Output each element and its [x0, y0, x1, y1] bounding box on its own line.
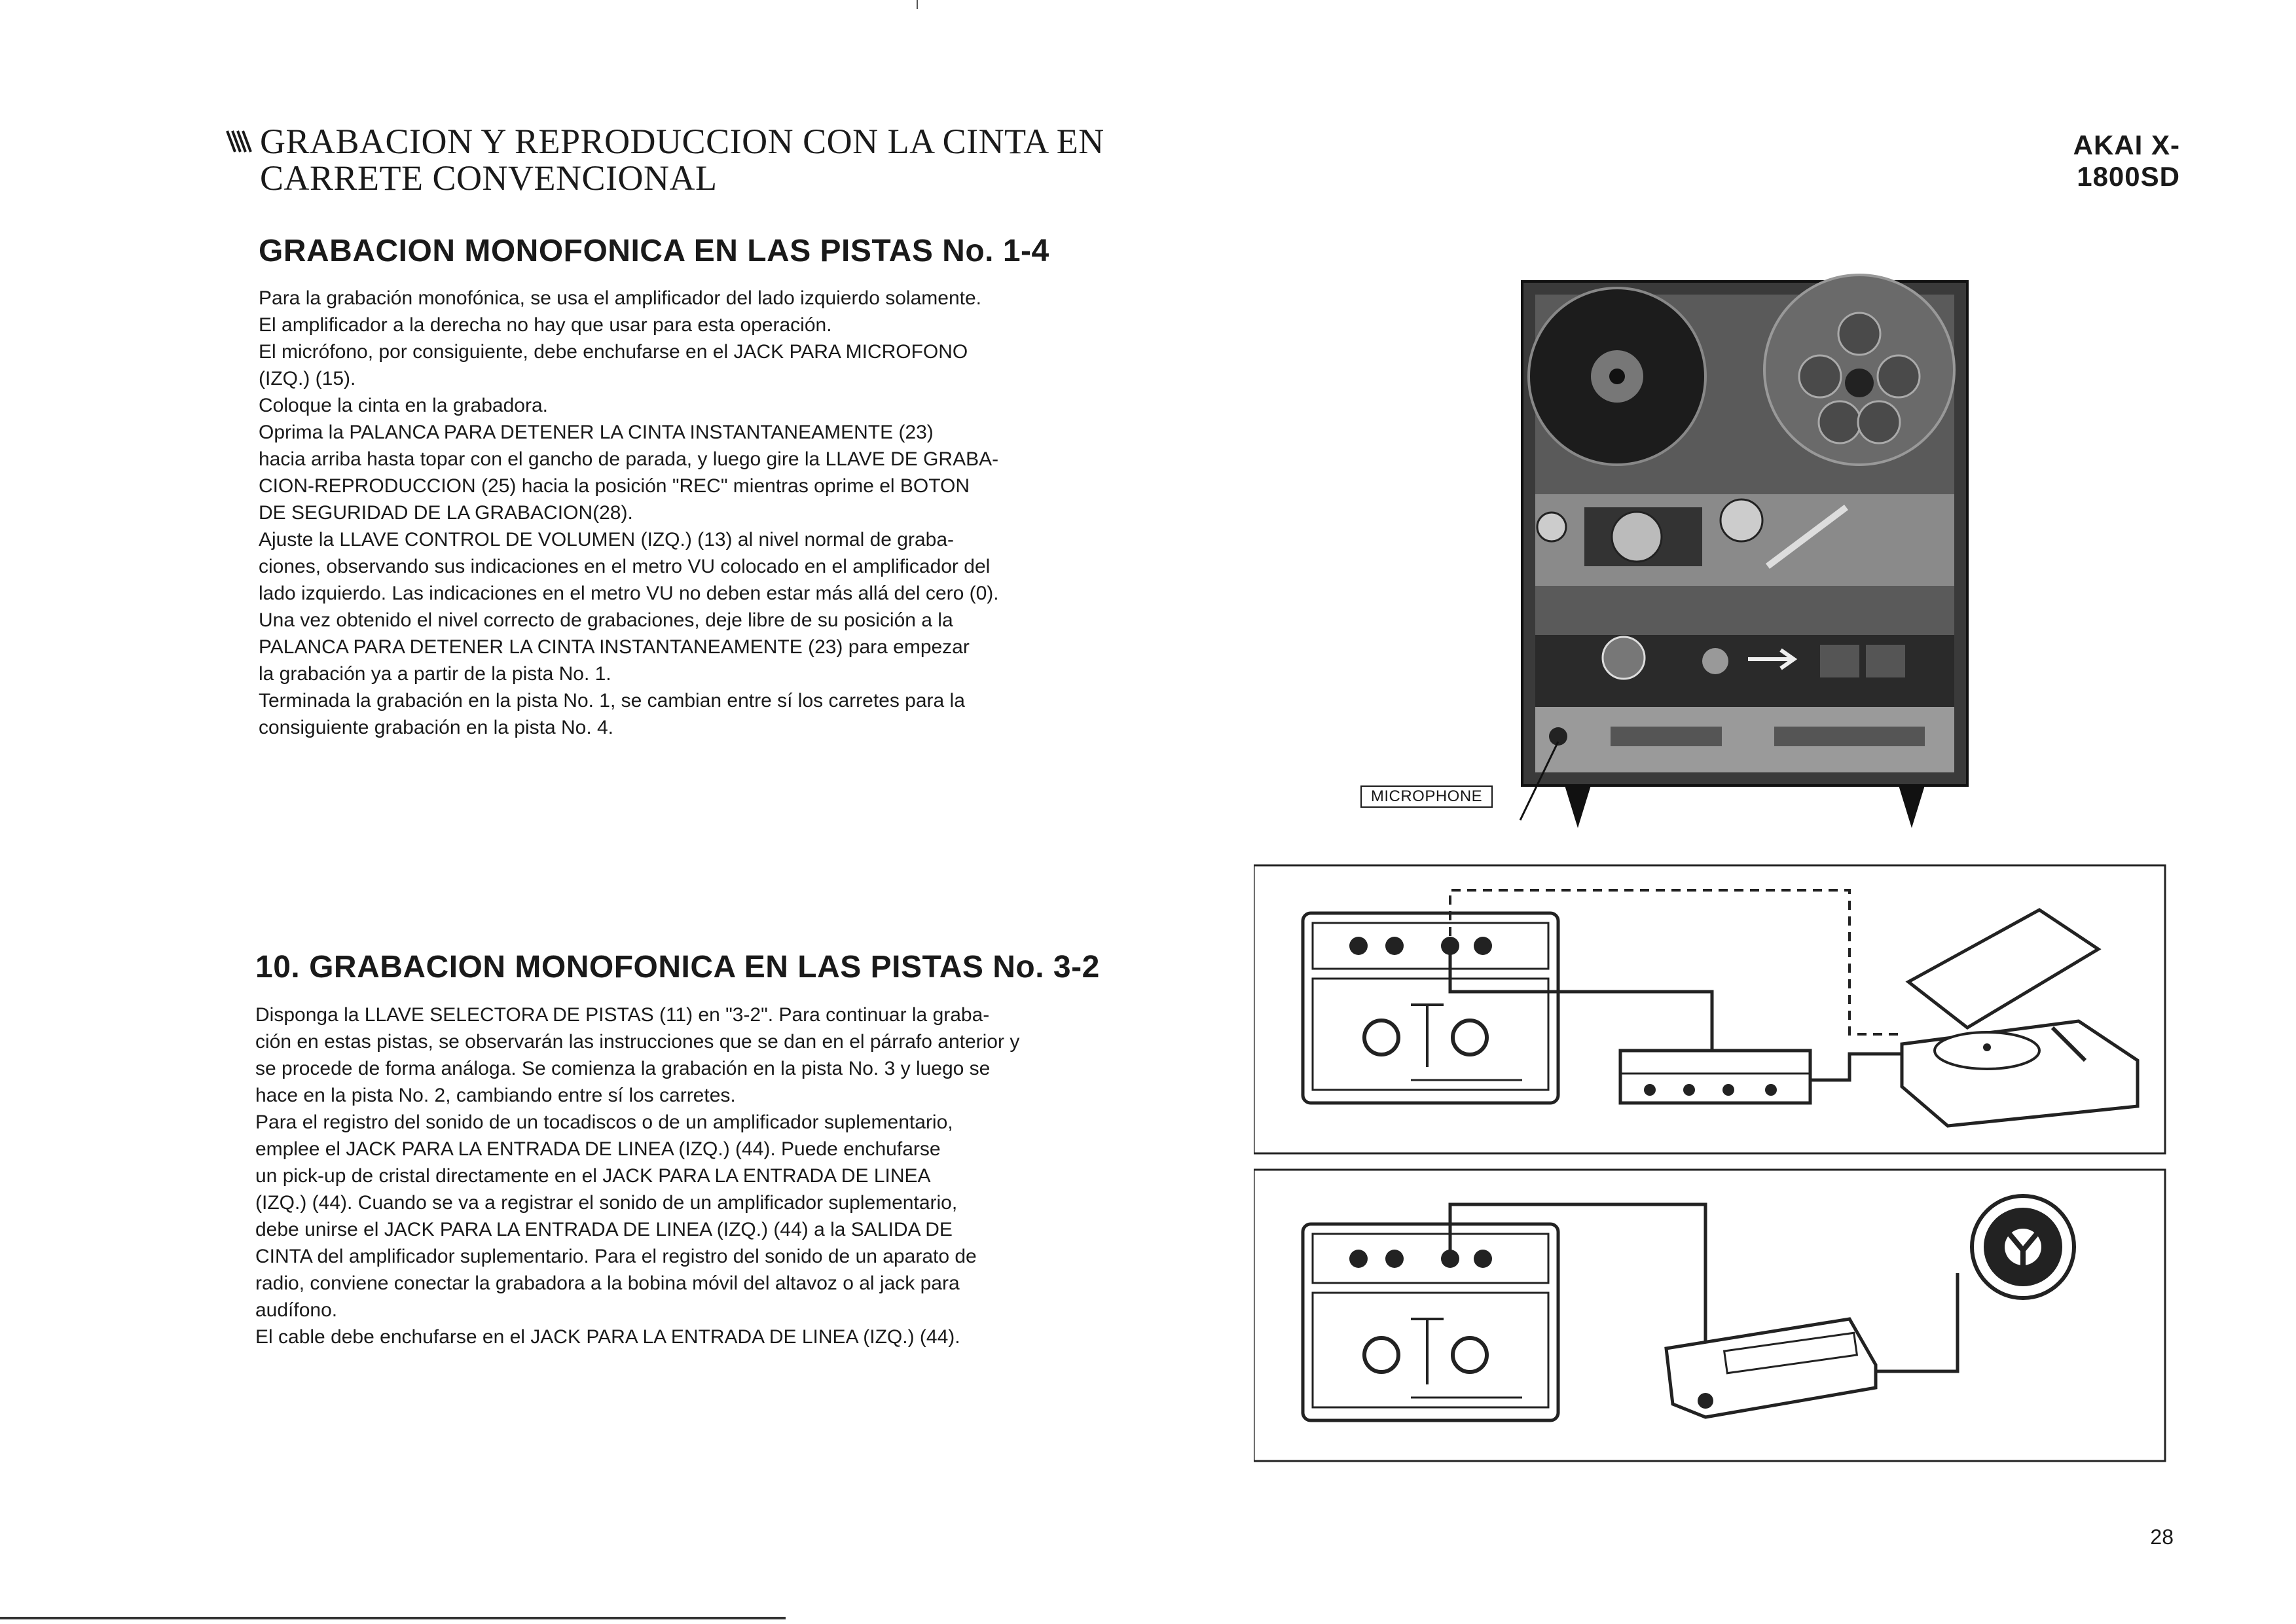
section-mark-icon	[226, 128, 255, 154]
text-line: El micrófono, por consiguiente, debe enchufarse en el JACK PARA MICROFONO	[259, 341, 968, 363]
text-line: (IZQ.) (15).	[259, 368, 356, 389]
text-line: CION-REPRODUCCION (25) hacia la posición "REC" mientras oprime el BOTON	[259, 475, 970, 497]
section1-body	[259, 285, 1182, 741]
text-line: hace en la pista No. 2, cambiando entre sí los carretes.	[255, 1085, 736, 1106]
turntable-connection-diagram	[1254, 864, 2167, 1155]
text-line: consiguiente grabación en la pista No. 4.	[259, 717, 614, 738]
page-tick-mark	[917, 0, 918, 9]
text-line: lado izquierdo. Las indicaciones en el metro VU no deben estar más allá del cero (0).	[259, 583, 999, 604]
text-line: se procede de forma análoga. Se comienza la grabación en la pista No. 3 y luego se	[255, 1058, 991, 1079]
section2-title: 10. GRABACION MONOFONICA EN LAS PISTAS No. 3-2	[255, 950, 1100, 984]
text-line: ciones, observando sus indicaciones en el metro VU colocado en el amplificador del	[259, 556, 991, 577]
bottom-rule	[0, 1617, 786, 1619]
page-title	[226, 123, 1339, 196]
text-line: audífono.	[255, 1299, 338, 1321]
tape-recorder-illustration	[1349, 259, 1971, 848]
text-line: El amplificador a la derecha no hay que usar para esta operación.	[259, 314, 832, 336]
recorder-panel	[1303, 913, 1558, 1103]
text-line: PALANCA PARA DETENER LA CINTA INSTANTANEAMENTE (23) para empezar	[259, 636, 970, 658]
text-line: Para la grabación monofónica, se usa el amplificador del lado izquierdo solamente.	[259, 287, 981, 309]
text-line: debe unirse el JACK PARA LA ENTRADA DE LINEA (IZQ.) (44) a la SALIDA DE	[255, 1219, 953, 1240]
text-line: Coloque la cinta en la grabadora.	[259, 395, 548, 416]
text-line: un pick-up de cristal directamente en el JACK PARA LA ENTRADA DE LINEA	[255, 1165, 931, 1187]
text-line: El cable debe enchufarse en el JACK PARA LA ENTRADA DE LINEA (IZQ.) (44).	[255, 1326, 960, 1348]
text-line: Disponga la LLAVE SELECTORA DE PISTAS (11) en "3-2". Para continuar la graba-	[255, 1004, 990, 1026]
text-line: ción en estas pistas, se observarán las instrucciones que se dan en el párrafo anterior y	[255, 1031, 1020, 1053]
text-line: (IZQ.) (44). Cuando se va a registrar el sonido de un amplificador suplementario,	[255, 1192, 958, 1214]
section1-title: GRABACION MONOFONICA EN LAS PISTAS No. 1-4	[259, 234, 1049, 268]
radio-connection-diagram	[1254, 1168, 2167, 1463]
text-line: Una vez obtenido el nivel correcto de grabaciones, deje libre de su posición a la	[259, 609, 953, 631]
page-number: 28	[2150, 1525, 2174, 1549]
microphone-label: MICROPHONE	[1360, 785, 1493, 808]
text-line: Para el registro del sonido de un tocadiscos o de un amplificador suplementario,	[255, 1111, 953, 1133]
recorder-panel	[1303, 1224, 1558, 1420]
brand-model: AKAI X-1800SD	[2073, 130, 2180, 192]
text-line: la grabación ya a partir de la pista No. 1.	[259, 663, 611, 685]
text-line: DE SEGURIDAD DE LA GRABACION(28).	[259, 502, 633, 524]
text-line: hacia arriba hasta topar con el gancho de parada, y luego gire la LLAVE DE GRABA-	[259, 448, 999, 470]
text-line: Terminada la grabación en la pista No. 1, se cambian entre sí los carretes para la	[259, 690, 965, 712]
text-line: CINTA del amplificador suplementario. Para el registro del sonido de un aparato de	[255, 1246, 977, 1267]
text-line: radio, conviene conectar la grabadora a la bobina móvil del altavoz o al jack para	[255, 1272, 960, 1294]
section2-body	[255, 1001, 1178, 1350]
page-title-line1: GRABACION Y REPRODUCCION CON LA CINTA EN	[260, 122, 1104, 161]
page-title-line2: CARRETE CONVENCIONAL	[260, 158, 718, 198]
text-line: Oprima la PALANCA PARA DETENER LA CINTA INSTANTANEAMENTE (23)	[259, 422, 934, 443]
text-line: Ajuste la LLAVE CONTROL DE VOLUMEN (IZQ.) (13) al nivel normal de graba-	[259, 529, 955, 550]
text-line: emplee el JACK PARA LA ENTRADA DE LINEA (IZQ.) (44). Puede enchufarse	[255, 1138, 941, 1160]
